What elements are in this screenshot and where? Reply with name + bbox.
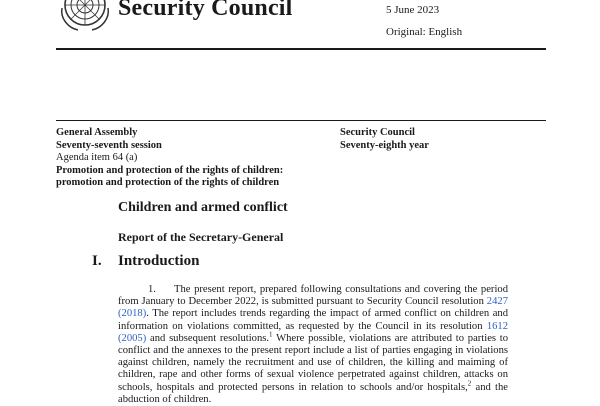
un-emblem-icon: [58, 0, 112, 32]
security-council-block: [340, 127, 429, 152]
resolution-1612-link[interactable]: 1612 (2005): [118, 320, 508, 344]
original-language: Original: English: [386, 26, 463, 38]
paragraph-text-5: and the abduction of children.: [118, 381, 508, 405]
ga-agenda-title-line2: promotion and protection of the rights of children: [56, 177, 280, 188]
paragraph-1: [118, 284, 508, 406]
paragraph-text-4: Where possible, violations are attributed to parties to conflict and the annexes to the present report include a list of parties engaging in violations against children, namely the recruitment and use of children, the killing and maiming of children, rape and other forms of sexual violence perpetrated against children, attacks on schools, hospitals and protected persons in relation to schools and/or hospitals,: [118, 332, 509, 393]
general-assembly-block: [56, 127, 283, 190]
resolution-2427-link[interactable]: 2427 (2018): [118, 296, 508, 320]
ga-name: General Assembly: [56, 127, 138, 138]
council-title: Security Council: [118, 0, 293, 21]
section-number: I.: [92, 253, 102, 269]
header-rule: [56, 48, 546, 50]
footnote-1-marker[interactable]: 1: [269, 330, 273, 339]
document-subtitle: Report of the Secretary-General: [118, 230, 284, 244]
document-date: 5 June 2023: [386, 4, 440, 16]
section-rule: [56, 120, 546, 121]
paragraph-text-1: The present report, prepared following consultations and covering the period from January to December 2022, is submitted pursuant to Security Council resolution: [118, 284, 508, 308]
footnote-2-marker[interactable]: 2: [467, 379, 472, 388]
ga-session: Seventy-seventh session: [56, 139, 162, 151]
ga-agenda-item: Agenda item 64 (a): [56, 152, 138, 163]
sc-year: Seventy-eighth year: [340, 139, 429, 151]
ga-agenda-title-line1: Promotion and protection of the rights of children:: [56, 164, 284, 176]
paragraph-number: 1.: [148, 284, 156, 295]
document-title: Children and armed conflict: [118, 200, 288, 215]
section-title: Introduction: [118, 253, 200, 269]
paragraph-text-2: . The report includes trends regarding the impact of armed conflict on children and information on violations committed, as requested by the Council in its resolution: [118, 308, 508, 332]
sc-name: Security Council: [340, 127, 415, 138]
paragraph-text-3: and subsequent resolutions.: [150, 332, 270, 344]
